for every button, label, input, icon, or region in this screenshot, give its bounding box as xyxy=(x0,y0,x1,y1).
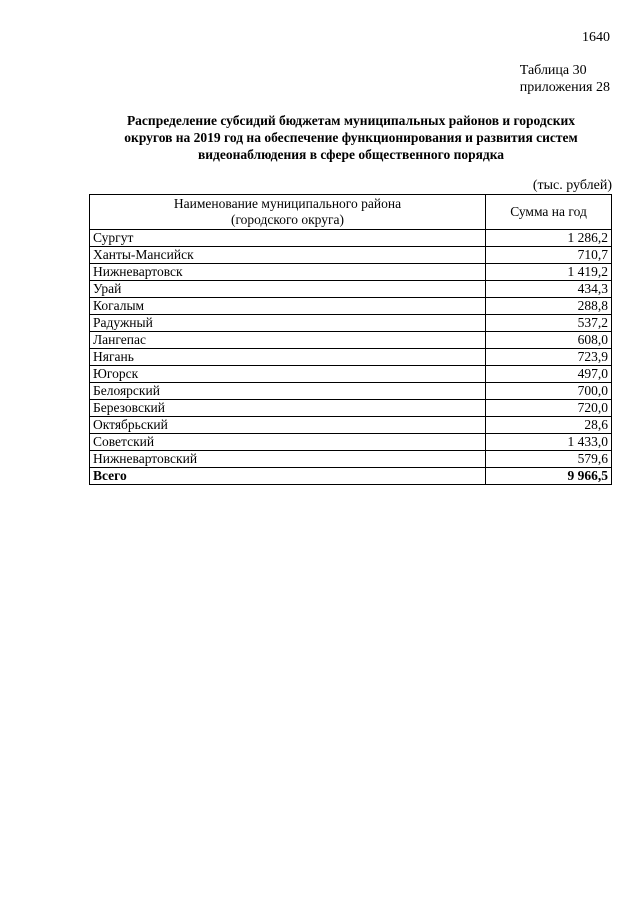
table-row xyxy=(90,247,612,264)
row-name: Октябрьский xyxy=(90,417,486,434)
table-row xyxy=(90,349,612,366)
row-value: 710,7 xyxy=(486,247,612,264)
table-row xyxy=(90,264,612,281)
row-value: 1 286,2 xyxy=(486,230,612,247)
row-name: Урай xyxy=(90,281,486,298)
table-row xyxy=(90,400,612,417)
row-name: Нижневартовск xyxy=(90,264,486,281)
row-name: Нижневартовский xyxy=(90,451,486,468)
row-value: 1 419,2 xyxy=(486,264,612,281)
table-row xyxy=(90,383,612,400)
document-title-line-1: Распределение субсидий бюджетам муниципальных районов и городских xyxy=(126,113,576,128)
document-title-line-3: видеонаблюдения в сфере общественного порядка xyxy=(197,147,505,162)
row-value: 288,8 xyxy=(486,298,612,315)
header-municipality-name xyxy=(90,195,486,230)
row-value: 434,3 xyxy=(486,281,612,298)
row-name: Когалым xyxy=(90,298,486,315)
document-title-line-2: округов на 2019 год на обеспечение функционирования и развития систем xyxy=(124,130,578,145)
row-name: Березовский xyxy=(90,400,486,417)
header-annual-amount: Сумма на год xyxy=(486,195,612,230)
row-name: Лангепас xyxy=(90,332,486,349)
page-number: 1640 xyxy=(582,30,610,45)
table-row xyxy=(90,298,612,315)
row-name: Радужный xyxy=(90,315,486,332)
row-name: Нягань xyxy=(90,349,486,366)
table-row xyxy=(90,366,612,383)
total-label: Всего xyxy=(90,468,486,485)
table-reference-line-1: Таблица 30 xyxy=(519,63,587,78)
table-row xyxy=(90,281,612,298)
row-value: 608,0 xyxy=(486,332,612,349)
row-name: Советский xyxy=(90,434,486,451)
table-header-row xyxy=(90,195,612,230)
subsidy-table xyxy=(89,194,612,485)
row-name: Ханты-Мансийск xyxy=(90,247,486,264)
row-value: 537,2 xyxy=(486,315,612,332)
row-value: 723,9 xyxy=(486,349,612,366)
table-row xyxy=(90,417,612,434)
header-name-line-2: (городского округа) xyxy=(230,212,345,227)
total-value: 9 966,5 xyxy=(486,468,612,485)
table-row xyxy=(90,230,612,247)
row-value: 497,0 xyxy=(486,366,612,383)
row-value: 700,0 xyxy=(486,383,612,400)
header-name-line-1: Наименование муниципального района xyxy=(173,196,402,211)
table-row xyxy=(90,332,612,349)
document-title xyxy=(90,112,612,163)
units-label: (тыс. рублей) xyxy=(532,178,612,193)
table-row xyxy=(90,434,612,451)
row-value: 28,6 xyxy=(486,417,612,434)
table-row xyxy=(90,451,612,468)
table-reference-line-2: приложения 28 xyxy=(519,80,610,95)
row-name: Белоярский xyxy=(90,383,486,400)
row-value: 579,6 xyxy=(486,451,612,468)
row-value: 1 433,0 xyxy=(486,434,612,451)
table-total-row xyxy=(90,468,612,485)
row-name: Югорск xyxy=(90,366,486,383)
table-row xyxy=(90,315,612,332)
table-reference xyxy=(520,62,610,96)
row-name: Сургут xyxy=(90,230,486,247)
row-value: 720,0 xyxy=(486,400,612,417)
